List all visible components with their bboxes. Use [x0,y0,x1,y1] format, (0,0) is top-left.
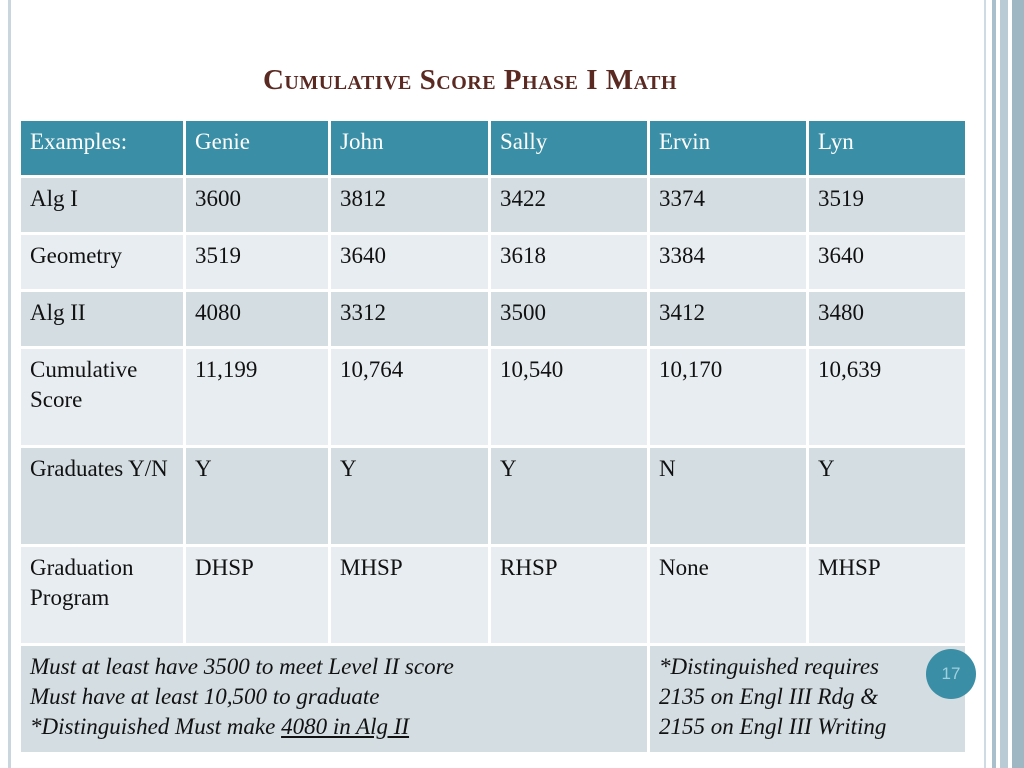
table-cell: 10,764 [330,348,490,447]
row-label: Graduation Program [20,546,185,645]
table-cell: 3480 [808,291,967,348]
note-line [30,712,638,742]
table-cell: 3412 [649,291,808,348]
table-cell: MHSP [330,546,490,645]
table-cell: 3384 [649,234,808,291]
note-line-prefix: *Distinguished Must make [30,714,282,739]
table-cell: 3374 [649,177,808,234]
table-cell: 10,639 [808,348,967,447]
table-cell: None [649,546,808,645]
header-sally: Sally [490,120,649,177]
table-row [20,291,967,348]
table-cell: 3812 [330,177,490,234]
notes-row [20,645,967,754]
note-line: 2135 on Engl III Rdg & [659,684,879,709]
distinguished-note [649,645,967,754]
table-header-row [20,120,967,177]
table-cell: 3519 [185,234,330,291]
score-table [18,118,968,755]
header-genie: Genie [185,120,330,177]
table-cell: 10,540 [490,348,649,447]
table-cell: 3519 [808,177,967,234]
table-cell: 3312 [330,291,490,348]
note-line: *Distinguished requires [659,654,879,679]
table-cell: 3640 [330,234,490,291]
header-john: John [330,120,490,177]
header-lyn: Lyn [808,120,967,177]
table-cell: Y [490,447,649,546]
table-cell: 3600 [185,177,330,234]
note-line: Must have at least 10,500 to graduate [30,684,380,709]
table-cell: 3422 [490,177,649,234]
table-cell: 3618 [490,234,649,291]
note-line: Must at least have 3500 to meet Level II score [30,654,454,679]
table-row [20,234,967,291]
header-ervin: Ervin [649,120,808,177]
table-cell: 4080 [185,291,330,348]
table-row [20,348,967,447]
table-row [20,447,967,546]
row-label: Geometry [20,234,185,291]
table-cell: Y [808,447,967,546]
table-cell: N [649,447,808,546]
header-examples: Examples: [20,120,185,177]
table-cell: 11,199 [185,348,330,447]
table-cell: DHSP [185,546,330,645]
right-frame-decoration [980,0,1024,768]
requirements-note [20,645,649,754]
slide-title: Cumulative Score Phase I Math [262,64,677,96]
table-row [20,546,967,645]
table-cell: 3640 [808,234,967,291]
table-cell: 3500 [490,291,649,348]
table-cell: 10,170 [649,348,808,447]
note-line: 2155 on Engl III Writing [659,714,887,739]
left-frame-line [8,0,11,768]
table-cell: Y [185,447,330,546]
page-number-badge: 17 [926,649,976,699]
table-cell: MHSP [808,546,967,645]
alg-ii-requirement: 4080 in Alg II [281,714,410,739]
table-row [20,177,967,234]
row-label: Alg I [20,177,185,234]
row-label: Cumulative Score [20,348,185,447]
row-label: Alg II [20,291,185,348]
table-cell: RHSP [490,546,649,645]
table-cell: Y [330,447,490,546]
row-label: Graduates Y/N [20,447,185,546]
